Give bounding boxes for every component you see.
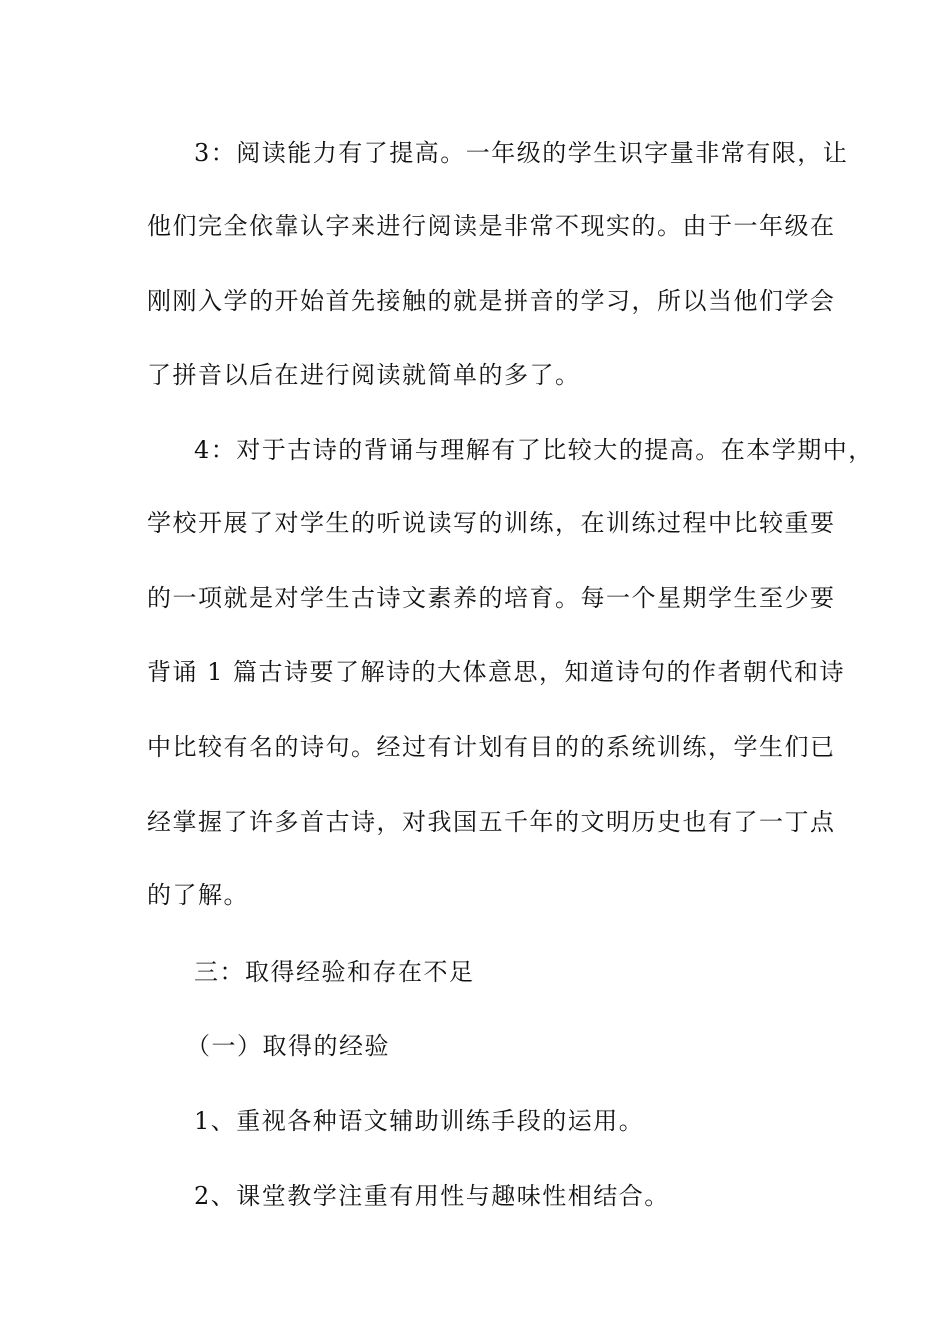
paragraph-line: 4：对于古诗的背诵与理解有了比较大的提高。在本学期中， xyxy=(194,436,874,464)
paragraph-line: 学校开展了对学生的听说读写的训练，在训练过程中比较重要 xyxy=(147,509,836,537)
section-heading: 三：取得经验和存在不足 xyxy=(194,958,475,986)
paragraph-line: 背诵 1 篇古诗要了解诗的大体意思，知道诗句的作者朝代和诗 xyxy=(147,658,846,686)
paragraph-line: 经掌握了许多首古诗，对我国五千年的文明历史也有了一丁点 xyxy=(147,808,836,836)
list-item: 1、重视各种语文辅助训练手段的运用。 xyxy=(194,1107,645,1135)
paragraph-line: 了拼音以后在进行阅读就简单的多了。 xyxy=(147,361,581,389)
paragraph-line: 他们完全依靠认字来进行阅读是非常不现实的。由于一年级在 xyxy=(147,212,836,240)
paragraph-line: 刚刚入学的开始首先接触的就是拼音的学习，所以当他们学会 xyxy=(147,287,836,315)
subsection-heading: （一）取得的经验 xyxy=(186,1032,390,1060)
paragraph-line: 的了解。 xyxy=(147,881,249,909)
list-item: 2、课堂教学注重有用性与趣味性相结合。 xyxy=(194,1182,670,1210)
paragraph-line: 的一项就是对学生古诗文素养的培育。每一个星期学生至少要 xyxy=(147,584,836,612)
paragraph-line: 中比较有名的诗句。经过有计划有目的的系统训练，学生们已 xyxy=(147,733,836,761)
paragraph-line: 3：阅读能力有了提高。一年级的学生识字量非常有限，让 xyxy=(194,139,849,167)
